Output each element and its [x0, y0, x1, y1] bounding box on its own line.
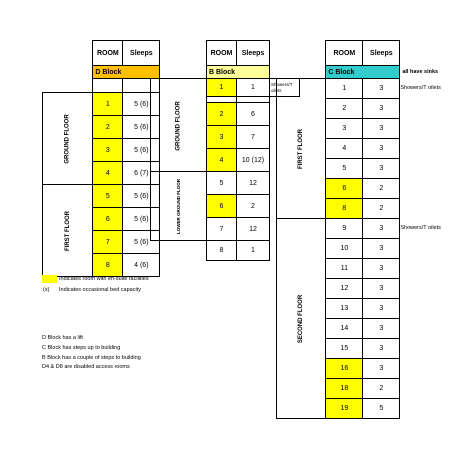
- sleeps-header: Sleeps: [363, 41, 400, 66]
- sleeps-cell: 3: [363, 239, 400, 259]
- sleeps-cell: 12: [237, 218, 270, 241]
- b-lower-ground-floor-label: LOWER GROUND FLOOR: [151, 172, 207, 241]
- room-cell: 8: [326, 199, 363, 219]
- room-cell: 13: [326, 299, 363, 319]
- room-cell: 9: [326, 219, 363, 239]
- note-line: C Block has steps up to building: [42, 345, 121, 351]
- room-cell: 7: [207, 218, 237, 241]
- room-cell: 19: [326, 399, 363, 419]
- sleeps-cell: 4 (6): [123, 254, 160, 277]
- room-cell: 1: [207, 79, 237, 97]
- sleeps-cell: 3: [363, 319, 400, 339]
- sleeps-cell: 12: [237, 172, 270, 195]
- b-showers-note: Showers/T oilets: [270, 79, 300, 97]
- sleeps-cell: 5 (6): [123, 93, 160, 116]
- note-line: D4 & D8 are disabled access rooms: [42, 364, 130, 370]
- sleeps-cell: 2: [363, 179, 400, 199]
- sleeps-cell: 5 (6): [123, 231, 160, 254]
- sleeps-cell: 3: [363, 339, 400, 359]
- sleeps-cell: 1: [237, 241, 270, 261]
- sleeps-cell: 3: [363, 119, 400, 139]
- occasional-symbol: (x): [43, 287, 50, 293]
- sleeps-cell: 3: [363, 159, 400, 179]
- c-block-title: C Block: [326, 66, 400, 79]
- sleeps-cell: 5 (6): [123, 139, 160, 162]
- room-cell: 6: [93, 208, 123, 231]
- sleeps-cell: 5 (6): [123, 116, 160, 139]
- sleeps-cell: 3: [363, 139, 400, 159]
- d-block-title: D Block: [93, 66, 160, 79]
- sleeps-cell: 1: [237, 79, 270, 97]
- b-ground-floor-label: GROUND FLOOR: [151, 79, 207, 172]
- c-showers-note-2: Showers/T oilets: [400, 225, 441, 231]
- sleeps-cell: 2: [363, 379, 400, 399]
- room-header: ROOM: [207, 41, 237, 66]
- room-cell: 6: [207, 195, 237, 218]
- room-cell: 4: [93, 162, 123, 185]
- ensuite-swatch: [42, 275, 57, 283]
- room-cell: 8: [207, 241, 237, 261]
- sleeps-cell: 6 (7): [123, 162, 160, 185]
- sleeps-cell: 5 (6): [123, 208, 160, 231]
- sleeps-cell: 10 (12): [237, 149, 270, 172]
- room-cell: 2: [207, 103, 237, 126]
- c-block-table: [276, 40, 444, 419]
- room-cell: 5: [326, 159, 363, 179]
- room-cell: 2: [326, 99, 363, 119]
- room-cell: 12: [326, 279, 363, 299]
- c-second-floor-label: SECOND FLOOR: [277, 219, 326, 419]
- note-line: B Block has a couple of steps to building: [42, 355, 141, 361]
- sleeps-cell: 3: [363, 219, 400, 239]
- room-cell: 8: [93, 254, 123, 277]
- sleeps-cell: 7: [237, 126, 270, 149]
- d-ground-floor-label: GROUND FLOOR: [43, 93, 93, 185]
- room-cell: 2: [93, 116, 123, 139]
- sleeps-cell: 5 (6): [123, 185, 160, 208]
- room-cell: 3: [207, 126, 237, 149]
- sleeps-cell: 6: [237, 103, 270, 126]
- room-cell: 18: [326, 379, 363, 399]
- sleeps-cell: 3: [363, 359, 400, 379]
- room-cell: 3: [93, 139, 123, 162]
- occasional-legend: Indicates occasional bed capacity: [59, 287, 141, 293]
- room-cell: 1: [326, 79, 363, 99]
- room-cell: 14: [326, 319, 363, 339]
- room-cell: 3: [326, 119, 363, 139]
- b-block-title: B Block: [207, 66, 270, 79]
- sleeps-cell: 3: [363, 99, 400, 119]
- sleeps-header: Sleeps: [237, 41, 270, 66]
- room-cell: 4: [326, 139, 363, 159]
- room-cell: 5: [93, 185, 123, 208]
- sleeps-cell: 5: [363, 399, 400, 419]
- room-cell: 15: [326, 339, 363, 359]
- sleeps-cell: 3: [363, 79, 400, 99]
- note-line: D Block has a lift: [42, 335, 83, 341]
- sleeps-cell: 3: [363, 279, 400, 299]
- c-first-floor-label: FIRST FLOOR: [277, 79, 326, 219]
- sleeps-header: Sleeps: [123, 41, 160, 66]
- room-cell: 4: [207, 149, 237, 172]
- sleeps-cell: 3: [363, 299, 400, 319]
- c-sinks-note: all have sinks: [402, 69, 439, 75]
- d-block-table: [42, 40, 160, 277]
- room-cell: 1: [93, 93, 123, 116]
- d-first-floor-label: FIRST FLOOR: [43, 185, 93, 277]
- room-header: ROOM: [93, 41, 123, 66]
- room-cell: 5: [207, 172, 237, 195]
- room-cell: 6: [326, 179, 363, 199]
- sleeps-cell: 2: [237, 195, 270, 218]
- room-cell: 16: [326, 359, 363, 379]
- sleeps-cell: 3: [363, 259, 400, 279]
- room-cell: 11: [326, 259, 363, 279]
- c-showers-note-1: Showers/T oilets: [400, 85, 441, 91]
- ensuite-legend: Indicates room with en-suite facilities: [59, 276, 149, 282]
- room-header: ROOM: [326, 41, 363, 66]
- room-cell: 7: [93, 231, 123, 254]
- room-cell: 10: [326, 239, 363, 259]
- sleeps-cell: 2: [363, 199, 400, 219]
